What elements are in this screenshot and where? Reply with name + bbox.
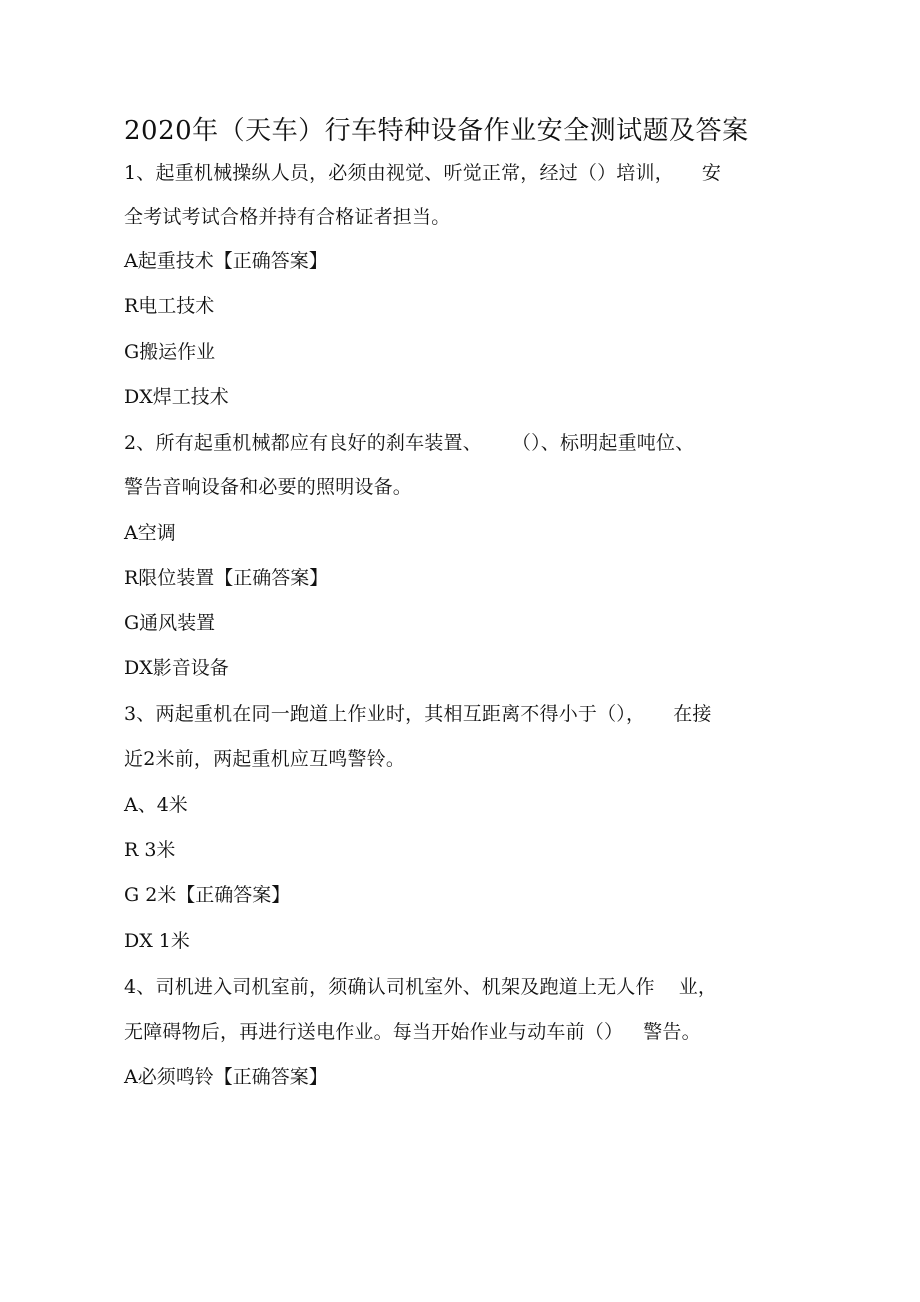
document-title: 2020年（天车）行车特种设备作业安全测试题及答案 bbox=[124, 116, 749, 146]
question-2-stem-text: 2、所有起重机械都应有良好的刹车装置、 bbox=[124, 432, 482, 454]
question-3-option-a: A、4米 bbox=[124, 794, 188, 816]
question-2-stem-line-1 bbox=[124, 428, 694, 455]
question-4-stem-tail: 业， bbox=[678, 976, 718, 998]
question-2-stem-line-2: 警告音响设备和必要的照明设备。 bbox=[124, 476, 413, 498]
question-2-option-b: R限位装置【正确答案】 bbox=[124, 567, 329, 589]
question-3-option-d: DX 1米 bbox=[124, 930, 190, 952]
question-3-option-c: G 2米【正确答案】 bbox=[124, 884, 291, 906]
question-1-stem-line-1 bbox=[124, 158, 721, 185]
question-3-option-b: R 3米 bbox=[124, 839, 176, 861]
question-2-option-d: DX影音设备 bbox=[124, 657, 229, 679]
question-1-option-d: DX焊工技术 bbox=[124, 386, 229, 408]
question-1-stem-tail: 安 bbox=[701, 162, 722, 184]
question-1-option-a: A起重技术【正确答案】 bbox=[124, 250, 328, 272]
question-1-option-b: R电工技术 bbox=[124, 295, 215, 317]
question-1-stem-text: 1、起重机械操纵人员，必须由视觉、听觉正常，经过（）培训， bbox=[124, 162, 674, 184]
question-3-stem-text: 3、两起重机在同一跑道上作业时，其相互距离不得小于（）， bbox=[124, 703, 646, 725]
question-1-option-c: G搬运作业 bbox=[124, 341, 216, 363]
question-4-option-a: A必须鸣铃【正确答案】 bbox=[124, 1066, 328, 1088]
question-4-stem-line-1 bbox=[124, 972, 717, 999]
question-3-stem-tail: 在接 bbox=[673, 703, 712, 725]
question-4-stem-text: 4、司机进入司机室前，须确认司机室外、机架及跑道上无人作 bbox=[124, 976, 655, 998]
question-2-option-c: G通风装置 bbox=[124, 612, 216, 634]
question-3-stem-line-1 bbox=[124, 699, 712, 726]
question-4-stem-line-2 bbox=[124, 1017, 701, 1044]
question-2-option-a: A空调 bbox=[124, 522, 176, 544]
question-2-stem-tail: （）、标明起重吨位、 bbox=[511, 432, 695, 454]
question-1-stem-line-2: 全考试考试合格并持有合格证者担当。 bbox=[124, 206, 451, 228]
question-3-stem-line-2: 近2米前，两起重机应互鸣警铃。 bbox=[124, 748, 406, 770]
question-4-stem-line-2-tail: 警告。 bbox=[643, 1021, 701, 1043]
question-4-stem-line-2-text: 无障碍物后，再进行送电作业。每当开始作业与动车前（） bbox=[124, 1021, 624, 1043]
